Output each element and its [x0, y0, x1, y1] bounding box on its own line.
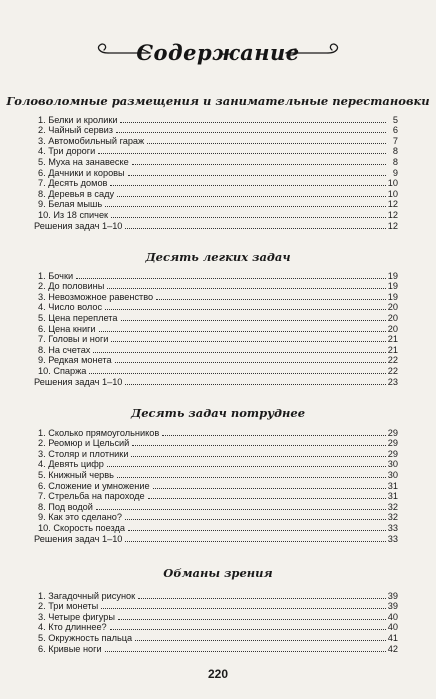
toc-row[interactable] — [38, 312, 398, 323]
toc-label: 4. Три дороги — [38, 146, 96, 157]
dot-leader — [111, 341, 385, 342]
section-title-3: Десять задач потруднее — [130, 406, 306, 420]
toc-page: 12 — [387, 209, 398, 220]
toc-row[interactable] — [38, 459, 398, 470]
dot-leader — [125, 519, 386, 520]
dot-leader — [162, 435, 386, 436]
toc-label: 5. Книжный червь — [38, 469, 114, 480]
section-title-4: Обманы зрения — [163, 566, 273, 580]
dot-leader — [117, 477, 386, 478]
section-list-1 — [34, 114, 398, 231]
toc-page: 20 — [387, 312, 398, 323]
toc-row[interactable] — [38, 114, 398, 125]
dot-leader — [132, 164, 386, 165]
toc-label: 6. Цена книги — [38, 323, 96, 334]
dot-leader — [148, 498, 386, 499]
toc-page: 22 — [387, 355, 398, 366]
dot-leader — [153, 488, 386, 489]
toc-page: 9 — [392, 167, 398, 178]
toc-label: 9. Белая мышь — [38, 199, 103, 210]
dot-leader — [99, 331, 386, 332]
toc-row[interactable] — [38, 355, 398, 366]
dot-leader — [132, 445, 385, 446]
toc-row[interactable] — [38, 611, 398, 622]
dot-leader — [131, 456, 385, 457]
dot-leader — [110, 185, 385, 186]
toc-row[interactable] — [38, 501, 398, 512]
toc-row[interactable] — [38, 438, 398, 449]
dot-leader — [111, 217, 386, 218]
toc-page: 31 — [387, 491, 398, 502]
toc-label: 5. Муха на занавеске — [38, 156, 129, 167]
dot-leader — [105, 206, 386, 207]
toc-page: 32 — [387, 512, 398, 523]
toc-page: 8 — [392, 156, 398, 167]
toc-label: 1. Загадочный рисунок — [38, 590, 136, 601]
toc-row[interactable] — [38, 125, 398, 136]
dot-leader — [118, 619, 386, 620]
dot-leader — [128, 175, 386, 176]
toc-label: 1. Бочки — [38, 270, 74, 281]
toc-row[interactable] — [38, 156, 398, 167]
dot-leader — [105, 309, 386, 310]
toc-page: 19 — [387, 291, 398, 302]
toc-label: 10. Спаржа — [38, 365, 87, 376]
toc-page: 10 — [387, 188, 398, 199]
toc-label: 6. Дачники и коровы — [38, 167, 125, 178]
toc-row-solutions[interactable] — [34, 533, 398, 544]
toc-row[interactable] — [38, 270, 398, 281]
toc-label: 7. Головы и ноги — [38, 334, 109, 345]
toc-page: 33 — [387, 533, 398, 544]
toc-label: 4. Девять цифр — [38, 459, 104, 470]
dot-leader — [117, 196, 386, 197]
toc-page: 32 — [387, 501, 398, 512]
toc-label: 10. Скорость поезда — [38, 522, 126, 533]
toc-label: 10. Из 18 спичек — [38, 209, 109, 220]
dot-leader — [96, 509, 386, 510]
toc-label: 8. На счетах — [38, 344, 91, 355]
dot-leader — [125, 228, 385, 229]
toc-row[interactable] — [38, 491, 398, 502]
toc-page: 39 — [387, 590, 398, 601]
toc-row[interactable] — [38, 427, 398, 438]
section-list-4 — [38, 590, 398, 654]
dot-leader — [76, 278, 386, 279]
toc-page: 40 — [387, 622, 398, 633]
toc-label: Решения задач 1–10 — [34, 376, 123, 387]
toc-page: 29 — [387, 448, 398, 459]
dot-leader — [105, 651, 386, 652]
toc-row[interactable] — [38, 365, 398, 376]
toc-label: 2. Чайный сервиз — [38, 125, 113, 136]
toc-row[interactable] — [38, 323, 398, 334]
dot-leader — [107, 466, 386, 467]
toc-page: 33 — [387, 522, 398, 533]
toc-row[interactable] — [38, 178, 398, 189]
toc-page: 41 — [387, 632, 398, 643]
toc-row[interactable] — [38, 188, 398, 199]
toc-page: 21 — [387, 334, 398, 345]
dot-leader — [156, 299, 386, 300]
toc-label: 6. Сложение и умножение — [38, 480, 150, 491]
toc-row[interactable] — [38, 601, 398, 612]
toc-page: 19 — [387, 270, 398, 281]
toc-page: 42 — [387, 643, 398, 654]
dot-leader — [89, 373, 385, 374]
toc-page: 39 — [387, 601, 398, 612]
toc-page: 6 — [392, 125, 398, 136]
dot-leader — [93, 352, 385, 353]
dot-leader — [121, 320, 386, 321]
toc-row[interactable] — [38, 291, 398, 302]
toc-page: 12 — [387, 199, 398, 210]
toc-label: 8. Деревья в саду — [38, 188, 115, 199]
dot-leader — [147, 143, 386, 144]
toc-label: 3. Столяр и плотники — [38, 448, 129, 459]
toc-label: Решения задач 1–10 — [34, 220, 123, 231]
toc-label: 4. Кто длиннее? — [38, 622, 107, 633]
dot-leader — [125, 384, 385, 385]
toc-label: Решения задач 1–10 — [34, 533, 123, 544]
contents-header — [0, 34, 436, 70]
toc-page: 12 — [387, 220, 398, 231]
toc-label: 9. Редкая монета — [38, 355, 112, 366]
toc-row-solutions[interactable] — [34, 376, 398, 387]
toc-row[interactable] — [38, 344, 398, 355]
toc-page: 19 — [387, 281, 398, 292]
dot-leader — [115, 362, 386, 363]
toc-page: 29 — [387, 427, 398, 438]
dot-leader — [138, 598, 386, 599]
toc-label: 1. Сколько прямоугольников — [38, 427, 160, 438]
toc-row[interactable] — [38, 469, 398, 480]
toc-page: 20 — [387, 323, 398, 334]
dot-leader — [120, 122, 386, 123]
toc-label: 3. Невозможное равенство — [38, 291, 154, 302]
toc-label: 7. Десять домов — [38, 178, 108, 189]
toc-page: 10 — [387, 178, 398, 189]
toc-row[interactable] — [38, 135, 398, 146]
toc-label: 3. Четыре фигуры — [38, 611, 115, 622]
toc-label: 2. Три монеты — [38, 601, 99, 612]
section-title-1: Головоломные размещения и занимательные перестановки — [6, 94, 430, 108]
toc-page: 22 — [387, 365, 398, 376]
toc-row-solutions[interactable] — [34, 220, 398, 231]
dot-leader — [125, 541, 385, 542]
toc-label: 5. Окружность пальца — [38, 632, 133, 643]
toc-label: 9. Как это сделано? — [38, 512, 123, 523]
toc-page: 7 — [392, 135, 398, 146]
toc-row[interactable] — [38, 522, 398, 533]
section-list-2 — [34, 270, 398, 387]
toc-row[interactable] — [38, 209, 398, 220]
toc-page: 30 — [387, 469, 398, 480]
toc-label: 6. Кривые ноги — [38, 643, 102, 654]
toc-label: 1. Белки и кролики — [38, 114, 118, 125]
toc-label: 2. Реомюр и Цельсий — [38, 438, 130, 449]
toc-page: 30 — [387, 459, 398, 470]
toc-page: 20 — [387, 302, 398, 313]
toc-row[interactable] — [38, 334, 398, 345]
toc-page: 8 — [392, 146, 398, 157]
dot-leader — [107, 288, 385, 289]
dot-leader — [101, 608, 386, 609]
page-number: 220 — [207, 667, 229, 681]
toc-page: 29 — [387, 438, 398, 449]
toc-row[interactable] — [38, 167, 398, 178]
toc-page: 23 — [387, 376, 398, 387]
toc-page: 40 — [387, 611, 398, 622]
toc-label: 2. До половины — [38, 281, 105, 292]
toc-row[interactable] — [38, 643, 398, 654]
toc-row[interactable] — [38, 512, 398, 523]
page-title: Содержание — [136, 40, 300, 65]
dot-leader — [128, 530, 386, 531]
toc-row[interactable] — [38, 281, 398, 292]
dot-leader — [116, 132, 386, 133]
toc-row[interactable] — [38, 480, 398, 491]
toc-row[interactable] — [38, 590, 398, 601]
toc-row[interactable] — [38, 199, 398, 210]
toc-row[interactable] — [38, 632, 398, 643]
toc-row[interactable] — [38, 146, 398, 157]
toc-row[interactable] — [38, 622, 398, 633]
toc-row[interactable] — [38, 448, 398, 459]
dot-leader — [98, 153, 386, 154]
toc-label: 4. Число волос — [38, 302, 103, 313]
toc-page: 21 — [387, 344, 398, 355]
toc-label: 3. Автомобильный гараж — [38, 135, 145, 146]
toc-label: 7. Стрельба на пароходе — [38, 491, 145, 502]
dot-leader — [110, 629, 386, 630]
toc-label: 8. Под водой — [38, 501, 93, 512]
toc-row[interactable] — [38, 302, 398, 313]
toc-page: 5 — [392, 114, 398, 125]
toc-page: 31 — [387, 480, 398, 491]
section-list-3 — [34, 427, 398, 544]
toc-label: 5. Цена переплета — [38, 312, 118, 323]
section-title-2: Десять легких задач — [145, 250, 291, 264]
dot-leader — [135, 640, 386, 641]
